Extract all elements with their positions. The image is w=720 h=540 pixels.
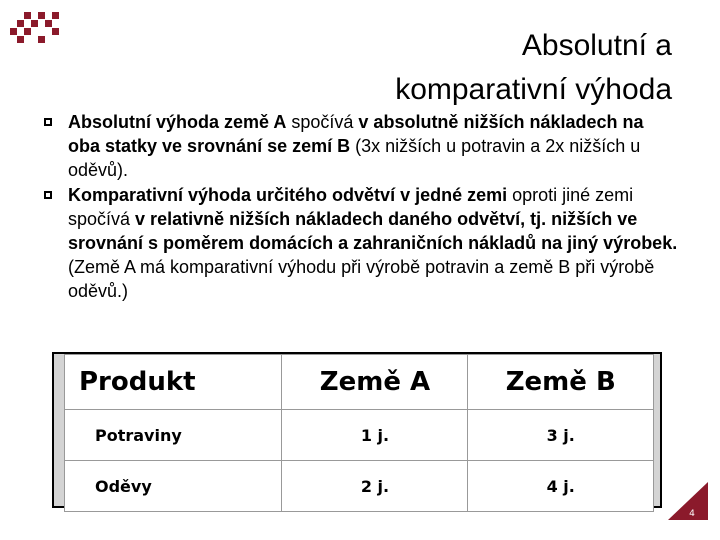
table-header-row — [65, 355, 654, 410]
bullet-text: Komparativní výhoda určitého odvětví v jedné zemi — [68, 185, 508, 205]
page-number: 4 — [689, 509, 695, 519]
bullet-comparative-advantage — [40, 183, 680, 303]
squares-logo-icon — [10, 12, 62, 52]
table-cell: Oděvy — [65, 461, 282, 512]
bullet-text: (Země A má komparativní výhodu při výrobě potravin a země B při výrobě oděvů.) — [68, 257, 655, 301]
page-number-badge — [662, 478, 710, 524]
bullet-text: (3x nižších u potravin a 2x nižších u oděvů). — [68, 136, 641, 180]
bullet-text: v absolutně nižších nákladech na oba statky ve srovnání se zemí B — [68, 112, 644, 156]
bullet-text: Absolutní výhoda země A — [68, 112, 287, 132]
square-bullet-icon — [44, 191, 52, 199]
table-cell: 1 j. — [282, 410, 468, 461]
bullet-text: spočívá — [286, 112, 359, 132]
header-cell: Země A — [282, 355, 468, 410]
title-line-1: Absolutní a — [521, 29, 672, 62]
bullet-text: oproti jiné zemi spočívá — [68, 185, 634, 229]
bullet-list — [40, 110, 680, 304]
bullet-absolute-advantage — [40, 110, 680, 182]
table-row — [65, 410, 654, 461]
square-bullet-icon — [44, 118, 52, 126]
table-cell: Potraviny — [65, 410, 282, 461]
header-cell: Země B — [468, 355, 654, 410]
slide-title — [395, 24, 672, 112]
table-cell: 2 j. — [282, 461, 468, 512]
bullet-text: v relativně nižších nákladech daného odvětví, tj. nižších ve srovnání s poměrem domácích a zahraničních nákladů na jiný výrobek. — [68, 209, 678, 253]
table-row — [65, 461, 654, 512]
cost-table-frame — [52, 352, 662, 508]
header-cell: Produkt — [65, 355, 282, 410]
cost-table — [64, 354, 654, 512]
table-cell: 3 j. — [468, 410, 654, 461]
triangle-badge-icon — [668, 482, 708, 520]
title-line-2: komparativní výhoda — [395, 73, 672, 106]
table-cell: 4 j. — [468, 461, 654, 512]
